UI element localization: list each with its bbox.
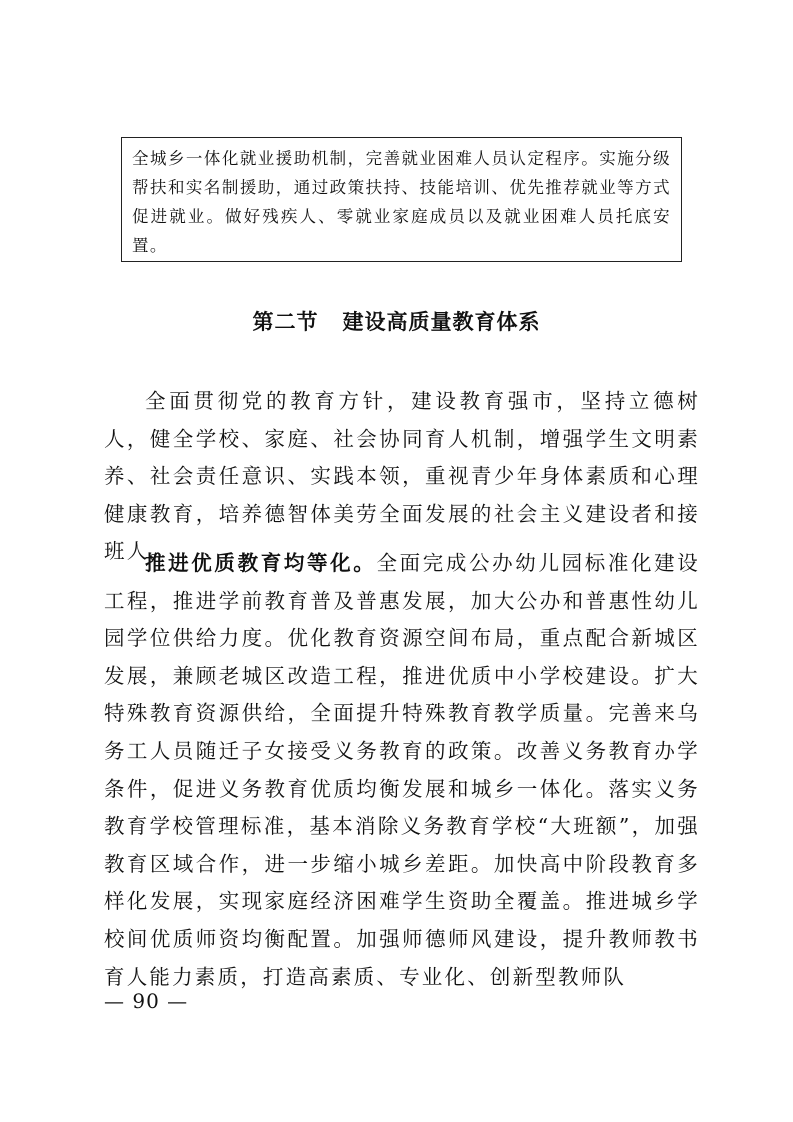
paragraph-1-text: 全面贯彻党的教育方针，建设教育强市，坚持立德树人，健全学校、家庭、社会协同育人机制，增强学生文明素养、社会责任意识、实践本领，重视青少年身体素质和心理健康教育，培养德智体美劳全面发展的社会主义建设者和接班人。 [104,389,700,564]
section-heading [0,302,793,342]
boxed-note-text: 全城乡一体化就业援助机制，完善就业困难人员认定程序。实施分级帮扶和实名制援助，通过政策扶持、技能培训、优先推荐就业等方式促进就业。做好残疾人、零就业家庭成员以及就业困难人员托底安置。 [132,149,671,255]
page-number: 90 [132,989,160,1013]
paragraph-2 [104,545,700,996]
paragraph-2-text: 全面完成公办幼儿园标准化建设工程，推进学前教育普及普惠发展，加大公办和普惠性幼儿园学位供给力度。优化教育资源空间布局，重点配合新城区发展，兼顾老城区改造工程，推进优质中小学校建设。扩大特殊教育资源供给，全面提升特殊教育教学质量。完善来乌务工人员随迁子女接受义务教育的政策。改善义务教育办学条件，促进义务教育优质均衡发展和城乡一体化。落实义务教育学校管理标准，基本消除义务教育学校“大班额”，加强教育区域合作，进一步缩小城乡差距。加快高中阶段教育多样化发展，实现家庭经济困难学生资助全覆盖。推进城乡学校间优质师资均衡配置。加强师德师风建设，提升教师教书育人能力素质，打造高素质、专业化、创新型教师队 [104,551,700,989]
footer-dash-right: — [167,989,189,1013]
paragraph-2-lead: 推进优质教育均等化。 [145,551,377,575]
section-title: 建设高质量教育体系 [342,309,541,334]
page-footer [104,986,188,1016]
footer-dash-left: — [104,989,125,1013]
section-number: 第二节 [252,309,319,334]
paragraph-1 [104,383,700,571]
boxed-note [121,137,682,262]
